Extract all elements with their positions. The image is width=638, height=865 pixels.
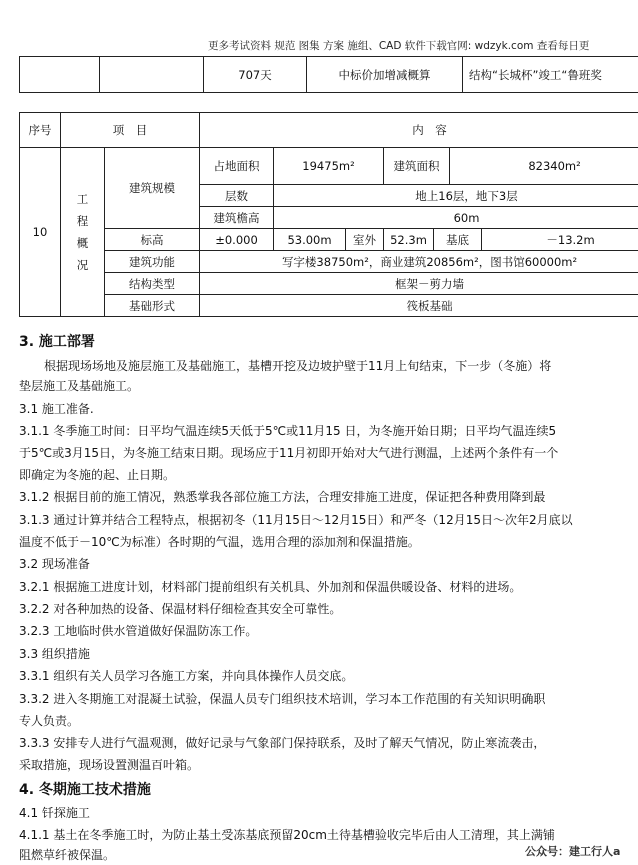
section-3-1: 3.1 施工准备. [19,399,94,419]
para-3-line-2: 垫层施工及基础施工。 [19,376,139,396]
section-3-3-3-line-1: 3.3.3 安排专人进行气温观测，做好记录与气象部门保持联系，及时了解天气情况，防止寒流袭击， [19,733,545,753]
structure-label: 结构类型 [105,273,200,295]
header-note: 更多考试资料 规范 图集 方案 施组、CAD 软件下载官网: wdzyk.com 查看每日更 [208,38,589,53]
structure-value: 框架－剪力墙 [200,273,638,295]
header-item: 项 目 [61,113,200,148]
section-3-2-1: 3.2.1 根据施工进度计划，材料部门提前组织有关机具、外加剂和保温供暖设备、材料的进场。 [19,577,521,597]
elevation-zero: ±0.000 [200,229,274,251]
section-4-1: 4.1 钎探施工 [19,803,90,823]
site-area-label: 占地面积 [200,148,274,185]
top-cell-empty-2 [100,57,204,93]
top-cell-price: 中标价加增减概算 [307,57,463,93]
category-cell: 工 程 概 况 [61,148,105,317]
section-4-1-1-line-2: 阻燃草纤被保温。 [19,845,115,865]
floors-label: 层数 [200,185,274,207]
floors-value: 地上16层，地下3层 [274,185,638,207]
elevation-label: 标高 [105,229,200,251]
foundation-value: 筏板基础 [200,295,638,317]
section-3-3-2-line-2: 专人负责。 [19,711,79,731]
header-content: 内 容 [200,113,638,148]
function-label: 建筑功能 [105,251,200,273]
top-cell-quality: 结构“长城杯”竣工“鲁班奖 [463,57,638,93]
top-table [19,56,638,93]
site-area-value: 19475m² [274,148,384,185]
para-3-line-1: 根据现场场地及施层施工及基础施工，基槽开挖及边坡护壁于11月上旬结束，下一步（冬施）将 [44,356,551,376]
header-no: 序号 [20,113,61,148]
section-4-title: 4. 冬期施工技术措施 [19,779,151,799]
section-3-3-3-line-2: 采取措施，现场设置测温百叶箱。 [19,755,199,775]
project-overview-table [19,112,638,317]
building-scale-label: 建筑规模 [105,148,200,229]
section-3-2-2: 3.2.2 对各种加热的设备、保温材料仔细检查其安全可靠性。 [19,599,341,619]
top-cell-empty-1 [20,57,100,93]
foundation-label: 基础形式 [105,295,200,317]
outdoor-value: 52.3m [384,229,434,251]
section-3-title: 3. 施工部署 [19,331,95,351]
section-3-1-3-line-2: 温度不低于－10℃为标准）各时期的气温，选用合理的添加剂和保温措施。 [19,532,420,552]
function-value: 写字楼38750m²，商业建筑20856m²，图书馆60000m² [200,251,638,273]
section-3-1-1-line-3: 即确定为冬施的起、止日期。 [19,465,175,485]
eave-value: 60m [274,207,638,229]
section-3-1-1-line-2: 于5℃或3月15日，为冬施工结束日期。现场应于11月初即开始对大气进行测温，上述两个条件有一个 [19,443,558,463]
section-4-1-1-line-1: 4.1.1 基土在冬季施工时，为防止基土受冻基底预留20cm土待基槽验收完毕后由人工清理，其上满铺 [19,825,555,845]
section-3-1-1-line-1: 3.1.1 冬季施工时间：日平均气温连续5天低于5℃或11月15 日，为冬施开始日期；日平均气温连续5 [19,421,556,441]
eave-label: 建筑檐高 [200,207,274,229]
section-3-1-3-line-1: 3.1.3 通过计算并结合工程特点，根据初冬（11月15日～12月15日）和严冬（12月15日～次年2月底以 [19,510,573,530]
elevation-zero-value: 53.00m [274,229,346,251]
section-3-3-1: 3.3.1 组织有关人员学习各施工方案，并向具体操作人员交底。 [19,666,353,686]
base-label: 基底 [434,229,482,251]
section-3-3: 3.3 组织措施 [19,644,90,664]
row-number: 10 [20,148,61,317]
base-value: －13.2m [482,229,638,251]
section-3-1-2: 3.1.2 根据目前的施工情况，熟悉掌我各部位施工方法，合理安排施工进度，保证把各种费用降到最 [19,487,545,507]
outdoor-label: 室外 [346,229,384,251]
floor-area-label: 建筑面积 [384,148,450,185]
top-cell-duration: 707天 [204,57,307,93]
section-3-2: 3.2 现场准备 [19,554,90,574]
section-3-3-2-line-1: 3.3.2 进入冬期施工对混凝土试验，保温人员专门组织技术培训，学习本工作范围的有关知识明确职 [19,689,545,709]
section-3-2-3: 3.2.3 工地临时供水管道做好保温防冻工作。 [19,621,257,641]
footer-watermark: 公众号：建工行人a [525,843,620,859]
floor-area-value: 82340m² [450,148,638,185]
